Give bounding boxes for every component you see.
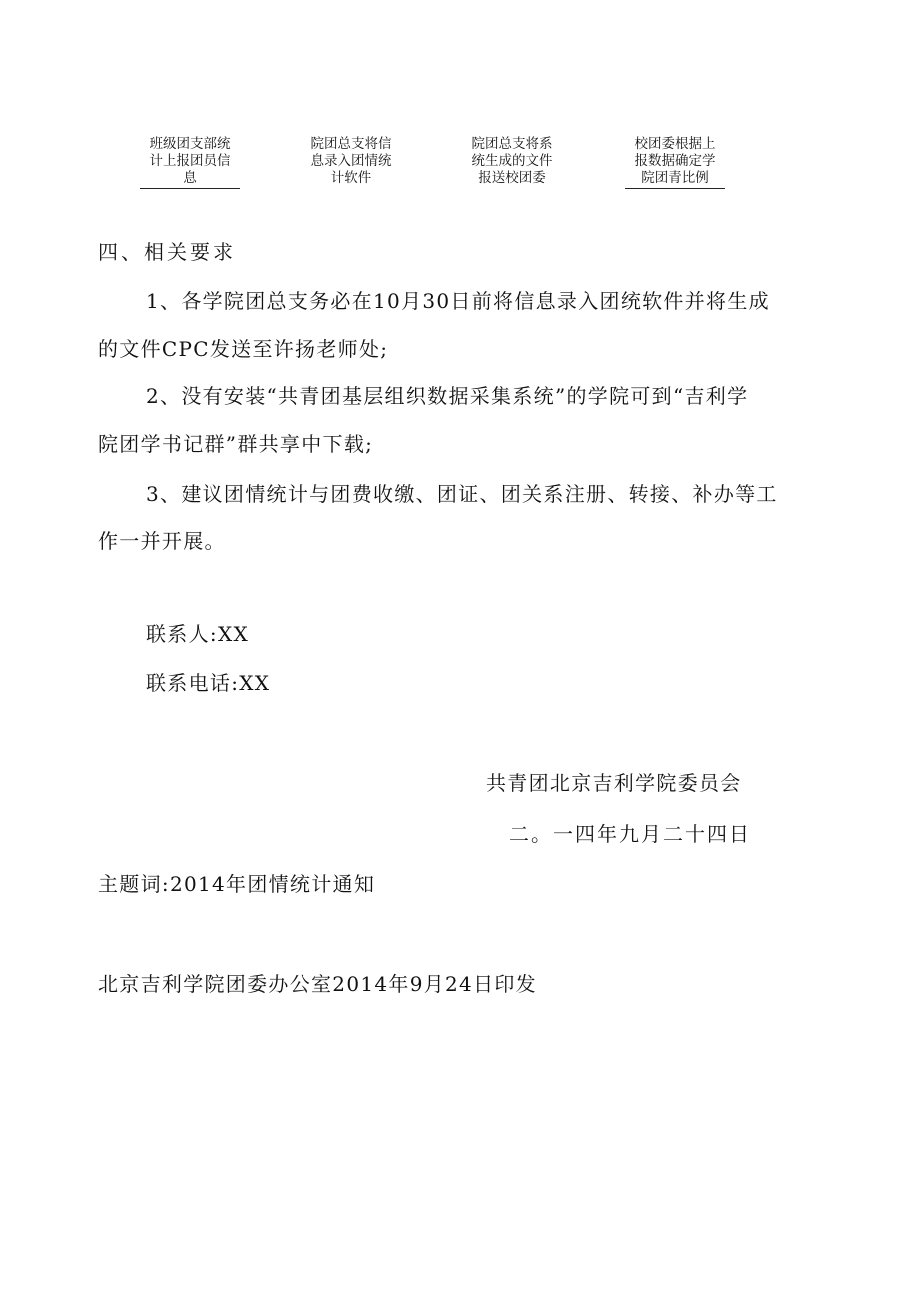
flow-step-2-line-2: 息录入团情统	[310, 153, 392, 169]
requirement-2-line-1: 2、没有安装“共青团基层组织数据采集系统”的学院可到“吉利学	[146, 384, 749, 408]
flow-step-3	[462, 136, 562, 187]
flow-step-4	[625, 136, 725, 189]
requirement-3-line-2: 作一并开展。	[98, 529, 226, 553]
contact-phone: 联系电话:XX	[146, 671, 271, 695]
flow-step-1-line-3: 息	[183, 170, 197, 186]
print-note: 北京吉利学院团委办公室2014年9月24日印发	[98, 972, 537, 996]
requirement-3-line-1: 3、建议团情统计与团费收缴、团证、团关系注册、转接、补办等工	[146, 482, 778, 506]
flow-step-3-line-2: 统生成的文件	[471, 153, 553, 169]
requirement-2-line-2: 院团学书记群”群共享中下载;	[98, 432, 374, 456]
flow-step-2-line-3: 计软件	[330, 170, 372, 186]
flow-step-3-line-1: 院团总支将系	[471, 136, 553, 152]
signature-date: 二。一四年九月二十四日	[509, 822, 751, 846]
flow-step-4-line-3: 院团青比例	[641, 170, 709, 186]
topic-keywords: 主题词:2014年团情统计通知	[98, 872, 376, 896]
flow-step-4-line-1: 校团委根据上	[634, 136, 716, 152]
flow-step-1-line-1: 班级团支部统	[149, 136, 231, 152]
flow-step-4-line-2: 报数据确定学	[634, 153, 716, 169]
requirement-1-line-1: 1、各学院团总支务必在10月30日前将信息录入团统软件并将生成	[146, 289, 770, 313]
process-flow	[0, 136, 920, 196]
flow-step-3-line-3: 报送校团委	[478, 170, 546, 186]
flow-step-1-line-2: 计上报团员信	[149, 153, 231, 169]
contact-person: 联系人:XX	[146, 622, 250, 646]
flow-step-1	[140, 136, 240, 189]
requirement-1-line-2: 的文件CPC发送至许扬老师处;	[98, 337, 389, 361]
section-heading: 四、相关要求	[98, 240, 236, 264]
flow-step-2	[301, 136, 401, 187]
flow-step-2-line-1: 院团总支将信	[310, 136, 392, 152]
signature-org: 共青团北京吉利学院委员会	[486, 771, 742, 795]
